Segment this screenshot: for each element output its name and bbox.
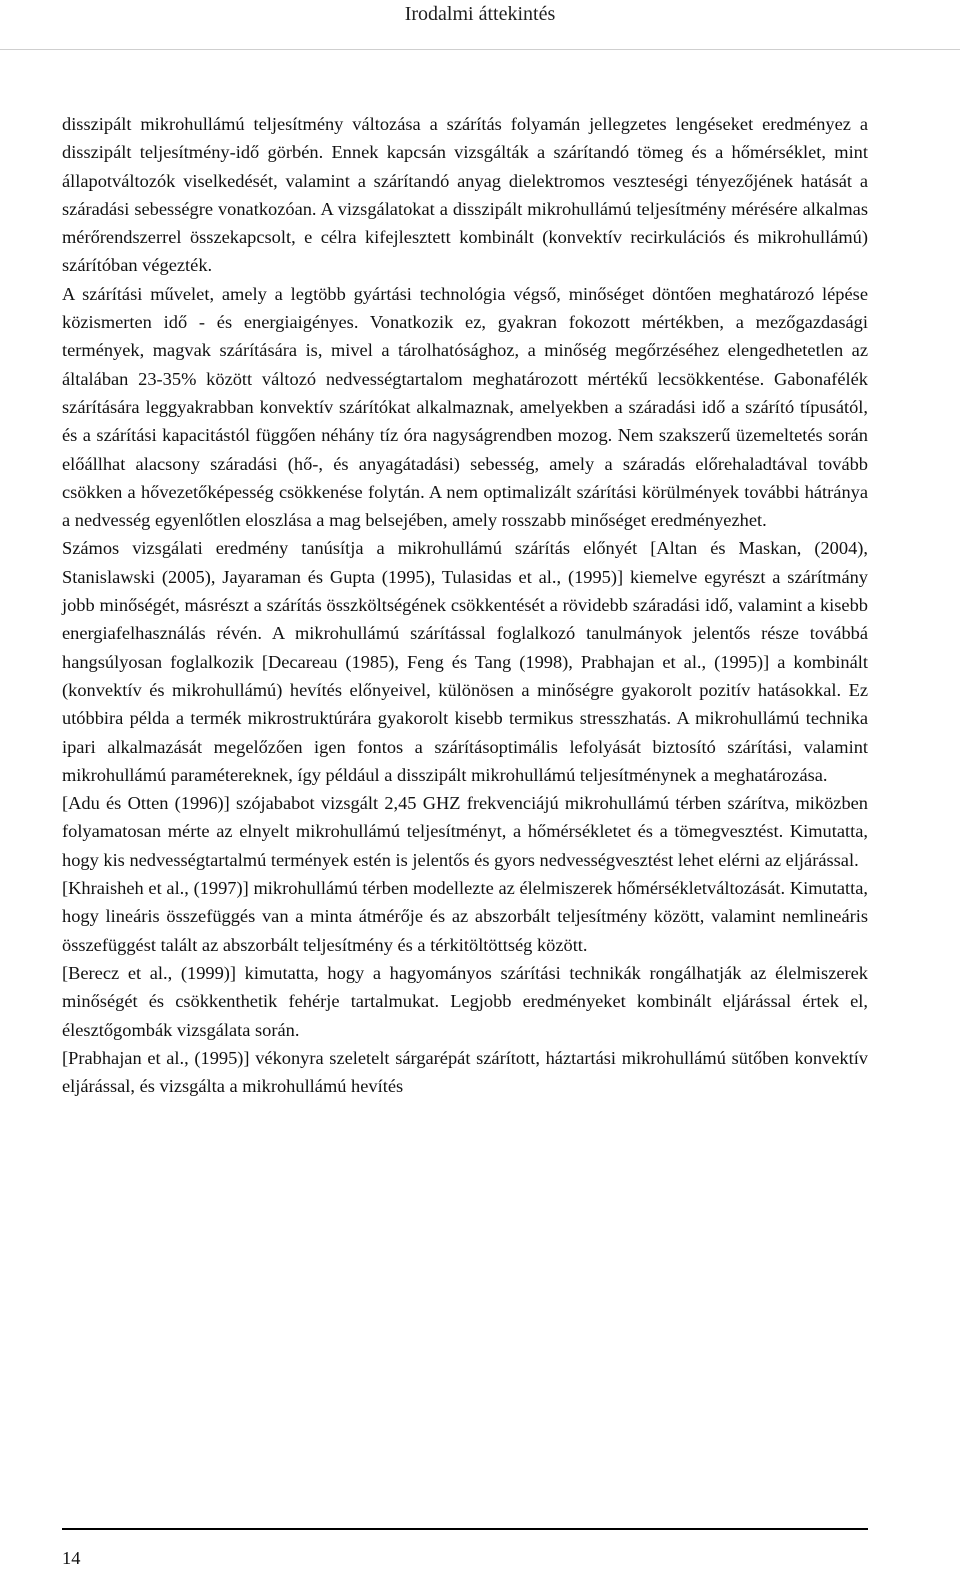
- paragraph-4: [Adu és Otten (1996)] szójababot vizsgált 2,45 GHZ frekvenciájú mikrohullámú térben szárítva, miközben folyamatosan mérte az elnyelt mikrohullámú teljesítményt, a hőmérsékletet és a tömegvesztést. Kimutatta, hogy kis nedvességtartalmú termények estén is jelentős és gyors nedvességvesztést lehet elérni az eljárással.: [62, 793, 868, 870]
- paragraph-5: [Khraisheh et al., (1997)] mikrohullámú térben modellezte az élelmiszerek hőmérsékletváltozását. Kimutatta, hogy lineáris összefüggés van a minta átmérője és az abszorbált teljesítmény között, valamint nemlineáris összefüggést talált az abszorbált teljesítmény és a térkitöltöttség között.: [62, 878, 868, 955]
- paragraph-1: disszipált mikrohullámú teljesítmény változása a szárítás folyamán jellegzetes lengéseket eredményez a disszipált teljesítmény-idő görbén. Ennek kapcsán vizsgálták a szárítandó tömeg és a hőmérséklet, mint állapotváltozók viselkedését, valamint a szárítandó anyag dielektromos veszteségi tényezőjének hatását a száradási sebességre vonatkozóan. A vizsgálatokat a disszipált mikrohullámú teljesítmény mérésére alkalmas mérőrendszerrel összekapcsolt, e célra kifejlesztett kombinált (konvektív recirkulációs és mikrohullámú) szárítóban végezték.: [62, 114, 868, 276]
- header-divider: [0, 49, 960, 50]
- page-number: 14: [62, 1548, 81, 1568]
- body-text: [62, 110, 868, 1100]
- running-header: Irodalmi áttekintés: [404, 3, 556, 25]
- paragraph-7: [Prabhajan et al., (1995)] vékonyra szeletelt sárgarépát szárított, háztartási mikrohullámú sütőben konvektív eljárással, és vizsgálta a mikrohullámú hevítés: [62, 1047, 868, 1097]
- footer-divider: [62, 1528, 868, 1530]
- paragraph-6: [Berecz et al., (1999)] kimutatta, hogy a hagyományos szárítási technikák rongálhatják az élelmiszerek minőségét és csökkenthetik fehérje tartalmukat. Legjobb eredményeket kombinált eljárással értek el, élesztőgombák vizsgálata során.: [62, 962, 868, 1040]
- paragraph-3: Számos vizsgálati eredmény tanúsítja a mikrohullámú szárítás előnyét [Altan és Maskan, (2004), Stanislawski (2005), Jayaraman és Gupta (1995), Tulasidas et al., (1995)] kiemelve egyrészt a szárítmány jobb minőségét, másrészt a szárítás összköltségének csökkentését a rövidebb száradási idő, valamint a kisebb energiafelhasználás révén. A mikrohullámú szárítással foglalkozó tanulmányok jelentős része továbbá hangsúlyosan foglalkozik [Decareau (1985), Feng és Tang (1998), Prabhajan et al., (1995)] a kombinált (konvektív és mikrohullámú) hevítés előnyeivel, különösen a minőségre gyakorolt pozitív hatásokkal. Ez utóbbira példa a termék mikrostruktúrára gyakorolt kisebb termikus stresszhatás. A mikrohullámú technika ipari alkalmazását megelőzően igen fontos a szárításoptimális lefolyását biztosító szárítási, valamint mikrohullámú paramétereknek, így például a disszipált mikrohullámú teljesítménynek a meghatározása.: [62, 538, 868, 785]
- paragraph-2: A szárítási művelet, amely a legtöbb gyártási technológia végső, minőséget döntően meghatározó lépése közismerten idő - és energiaigényes. Vonatkozik ez, gyakran fokozott mértékben, a mezőgazdasági termények, magvak szárítására is, mivel a tárolhatósághoz, a minőség megőrzéséhez elengedhetetlen az általában 23-35% között változó nedvességtartalom meghatározott mértékű lecsökkentése. Gabonafélék szárítására leggyakrabban konvektív szárítókat alkalmaznak, amelyekben a száradási idő a szárító típusától, és a szárítási kapacitástól függően néhány tíz óra nagyságrendben mozog. Nem szakszerű üzemeltetés során előállhat alacsony száradási (hő-, és anyagátadási) sebesség, amely a száradás előrehaladtával tovább csökken a hővezetőképesség csökkenése folytán. A nem optimalizált szárítási körülmények további hátránya a nedvesség egyenlőtlen eloszlása a mag belsejében, amely rosszabb minőséget eredményezhet.: [62, 283, 868, 531]
